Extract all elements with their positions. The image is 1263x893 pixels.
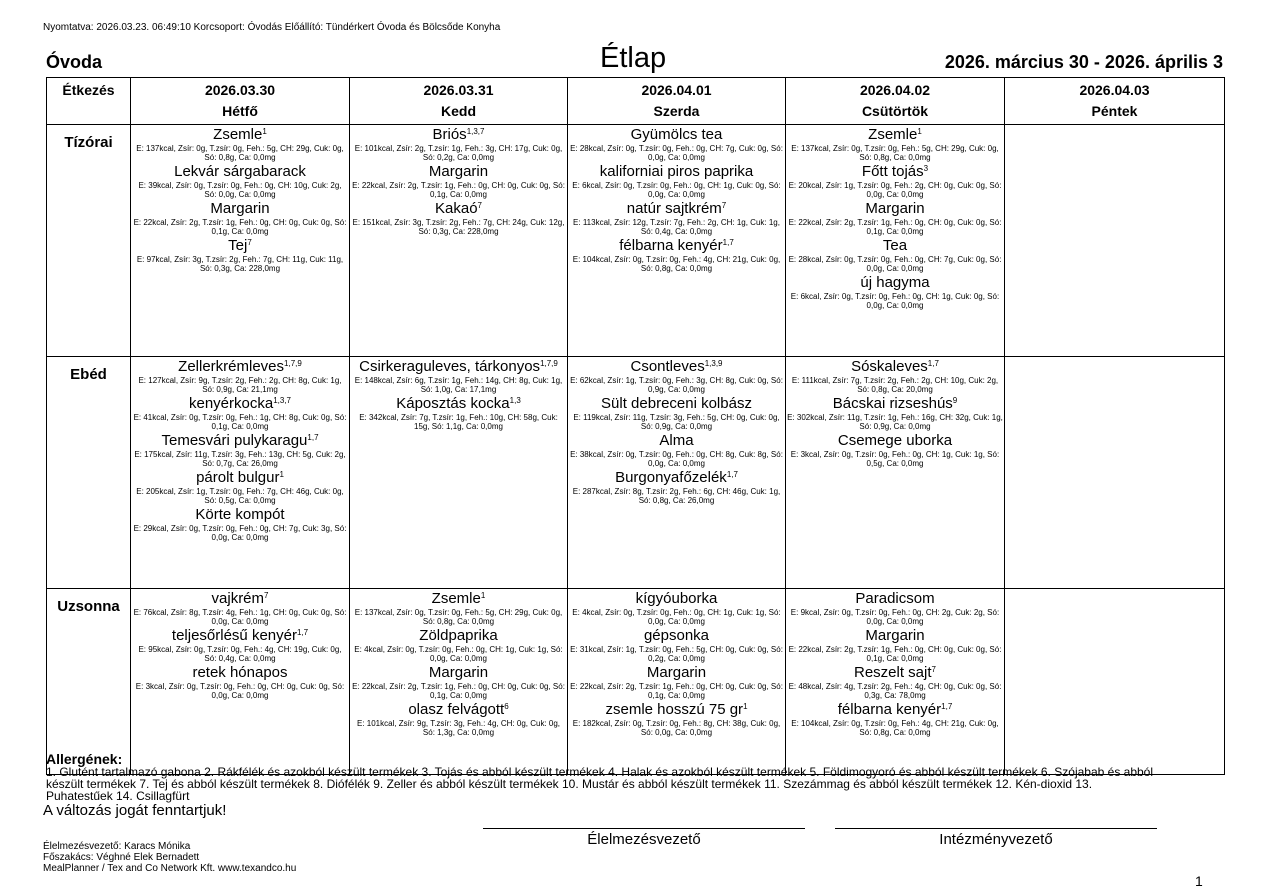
dish-name-line bbox=[350, 357, 567, 376]
allergen-codes: 7 bbox=[721, 201, 727, 210]
allergen-codes: 6 bbox=[504, 702, 509, 711]
nutrition-info: E: 3kcal, Zsír: 0g, T.zsír: 0g, Feh.: 0g, CH: 0g, Cuk: 0g, Só: 0,0g, Ca: 0,0mg bbox=[135, 682, 345, 700]
allergen-codes: 1,7 bbox=[941, 702, 953, 711]
allergen-codes: 7 bbox=[264, 591, 269, 600]
dish-name: Zöldpaprika bbox=[419, 627, 498, 644]
menu-cell bbox=[350, 125, 568, 357]
dish-name: Reszelt sajt bbox=[854, 664, 932, 681]
day-header bbox=[131, 78, 350, 125]
nutrition-info: E: 342kcal, Zsír: 7g, T.zsír: 1g, Feh.: 10g, CH: 58g, Cuk: 15g, Só: 1,1g, Ca: 0,0mg bbox=[359, 413, 558, 431]
meal-label: Uzsonna bbox=[47, 589, 131, 775]
dish-name: olasz felvágott bbox=[408, 701, 505, 718]
dish-name: Csirkeraguleves, tárkonyos bbox=[359, 358, 541, 375]
change-notice: A változás jogát fenntartjuk! bbox=[43, 802, 227, 819]
dish-name-line bbox=[786, 663, 1004, 682]
meal-row bbox=[47, 125, 1225, 357]
dish-name-line bbox=[350, 589, 567, 608]
nutrition-info: E: 39kcal, Zsír: 0g, T.zsír: 0g, Feh.: 0g, CH: 10g, Cuk: 2g, Só: 0,0g, Ca: 0,0mg bbox=[138, 181, 342, 199]
staff-line: Főszakács: Véghné Elek Bernadett bbox=[43, 852, 200, 863]
nutrition-info: E: 302kcal, Zsír: 11g, T.zsír: 1g, Feh.: 16g, CH: 32g, Cuk: 1g, Só: 0,9g, Ca: 0,0mg bbox=[787, 413, 1003, 431]
menu-item bbox=[350, 700, 567, 737]
menu-item bbox=[568, 162, 785, 199]
dish-name: Zsemle bbox=[431, 590, 481, 607]
dish-name-line bbox=[131, 162, 349, 181]
dish-name: Sült debreceni kolbász bbox=[601, 395, 752, 412]
menu-item bbox=[131, 125, 349, 162]
meal-label: Ebéd bbox=[47, 357, 131, 589]
nutrition-info: E: 62kcal, Zsír: 1g, T.zsír: 0g, Feh.: 3g, CH: 8g, Cuk: 0g, Só: 0,9g, Ca: 0,0mg bbox=[570, 376, 783, 394]
menu-item bbox=[786, 626, 1004, 663]
dish-name-line bbox=[350, 663, 567, 682]
allergen-codes: 1 bbox=[262, 127, 267, 136]
nutrition-info: E: 95kcal, Zsír: 0g, T.zsír: 0g, Feh.: 4g, CH: 19g, Cuk: 0g, Só: 0,4g, Ca: 0,0mg bbox=[138, 645, 342, 663]
meal-row bbox=[47, 357, 1225, 589]
nutrition-info: E: 38kcal, Zsír: 0g, T.zsír: 0g, Feh.: 0g, CH: 8g, Cuk: 8g, Só: 0,0g, Ca: 0,0mg bbox=[570, 450, 783, 468]
dish-name: Kakaó bbox=[435, 200, 478, 217]
allergen-codes: 1,7 bbox=[722, 238, 734, 247]
dish-name: Bácskai rizseshús bbox=[832, 395, 953, 412]
nutrition-info: E: 104kcal, Zsír: 0g, T.zsír: 0g, Feh.: 4g, CH: 21g, Cuk: 0g, Só: 0,8g, Ca: 0,0mg bbox=[572, 255, 781, 273]
allergen-codes: 1,7,9 bbox=[540, 359, 558, 368]
dish-name: Csemege uborka bbox=[837, 432, 953, 449]
menu-item bbox=[131, 357, 349, 394]
dish-name: vajkrém bbox=[211, 590, 265, 607]
menu-item bbox=[786, 700, 1004, 737]
dish-name: Lekvár sárgabarack bbox=[174, 163, 306, 180]
nutrition-info: E: 20kcal, Zsír: 1g, T.zsír: 0g, Feh.: 2g, CH: 0g, Cuk: 0g, Só: 0,0g, Ca: 0,0mg bbox=[788, 181, 1002, 199]
dish-name-line bbox=[568, 394, 785, 413]
dish-name: Káposztás kocka bbox=[396, 395, 510, 412]
day-name: Hétfő bbox=[222, 103, 258, 119]
menu-item bbox=[568, 125, 785, 162]
menu-item bbox=[786, 162, 1004, 199]
day-name: Csütörtök bbox=[861, 103, 929, 119]
dish-name: Zsemle bbox=[213, 126, 263, 143]
nutrition-info: E: 22kcal, Zsír: 2g, T.zsír: 1g, Feh.: 0g, CH: 0g, Cuk: 0g, Só: 0,1g, Ca: 0,0mg bbox=[788, 645, 1002, 663]
dish-name: félbarna kenyér bbox=[837, 701, 942, 718]
day-date: 2026.04.02 bbox=[859, 82, 931, 98]
menu-cell bbox=[131, 357, 350, 589]
nutrition-info: E: 113kcal, Zsír: 12g, T.zsír: 7g, Feh.: 2g, CH: 1g, Cuk: 1g, Só: 0,4g, Ca: 0,0mg bbox=[573, 218, 780, 236]
dish-name-line bbox=[568, 589, 785, 608]
day-date: 2026.03.30 bbox=[204, 82, 276, 98]
dish-name-line bbox=[786, 626, 1004, 645]
menu-item bbox=[131, 394, 349, 431]
meal-row bbox=[47, 589, 1225, 775]
menu-item bbox=[568, 199, 785, 236]
day-header bbox=[568, 78, 786, 125]
nutrition-info: E: 182kcal, Zsír: 0g, T.zsír: 0g, Feh.: 8g, CH: 38g, Cuk: 0g, Só: 0,0g, Ca: 0,0mg bbox=[572, 719, 781, 737]
dish-name-line bbox=[131, 663, 349, 682]
menu-cell bbox=[350, 589, 568, 775]
dish-name-line bbox=[131, 505, 349, 524]
dish-name-line bbox=[131, 357, 349, 376]
dish-name-line bbox=[350, 626, 567, 645]
menu-table bbox=[46, 77, 1225, 775]
allergen-codes: 7 bbox=[247, 238, 252, 247]
dish-name: Sóskaleves bbox=[851, 358, 928, 375]
print-info: Nyomtatva: 2026.03.23. 06:49:10 Korcsoport: Óvodás Előállító: Tündérkert Óvoda és Bölcsőde Konyha bbox=[43, 22, 501, 33]
dish-name-line bbox=[350, 125, 567, 144]
dish-name-line bbox=[568, 468, 785, 487]
dish-name: Körte kompót bbox=[195, 506, 285, 523]
signature-line-food-manager bbox=[483, 828, 805, 829]
signature-label-director: Intézményvezető bbox=[939, 831, 1053, 848]
menu-item bbox=[350, 199, 567, 236]
dish-name-line bbox=[131, 589, 349, 608]
menu-item bbox=[786, 236, 1004, 273]
menu-item bbox=[568, 700, 785, 737]
nutrition-info: E: 205kcal, Zsír: 1g, T.zsír: 0g, Feh.: 7g, CH: 46g, Cuk: 0g, Só: 0,5g, Ca: 0,0mg bbox=[136, 487, 344, 505]
menu-cell bbox=[568, 125, 786, 357]
dish-name: Paradicsom bbox=[855, 590, 935, 607]
day-header bbox=[786, 78, 1005, 125]
dish-name: kaliforniai piros paprika bbox=[599, 163, 754, 180]
dish-name: zsemle hosszú 75 gr bbox=[605, 701, 744, 718]
staff-line: MealPlanner / Tex and Co Network Kft. www.texandco.hu bbox=[43, 863, 297, 874]
day-header bbox=[1005, 78, 1225, 125]
menu-item bbox=[350, 125, 567, 162]
allergen-title: Allergének: bbox=[46, 751, 123, 767]
dish-name-line bbox=[131, 236, 349, 255]
nutrition-info: E: 4kcal, Zsír: 0g, T.zsír: 0g, Feh.: 0g, CH: 1g, Cuk: 1g, Só: 0,0g, Ca: 0,0mg bbox=[354, 645, 563, 663]
day-date: 2026.04.01 bbox=[641, 82, 712, 98]
nutrition-info: E: 111kcal, Zsír: 7g, T.zsír: 2g, Feh.: 2g, CH: 10g, Cuk: 2g, Só: 0,8g, Ca: 20,0mg bbox=[791, 376, 999, 394]
dish-name-line bbox=[131, 431, 349, 450]
dish-name: Briós bbox=[432, 126, 467, 143]
dish-name-line bbox=[131, 626, 349, 645]
day-name: Szerda bbox=[653, 103, 700, 119]
menu-item bbox=[131, 663, 349, 700]
nutrition-info: E: 3kcal, Zsír: 0g, T.zsír: 0g, Feh.: 0g, CH: 1g, Cuk: 1g, Só: 0,5g, Ca: 0,0mg bbox=[790, 450, 1000, 468]
menu-item bbox=[350, 394, 567, 431]
staff-line: Élelmezésvezető: Karacs Mónika bbox=[43, 841, 191, 852]
dish-name-line bbox=[350, 199, 567, 218]
menu-item bbox=[131, 236, 349, 273]
nutrition-info: E: 101kcal, Zsír: 9g, T.zsír: 3g, Feh.: 4g, CH: 0g, Cuk: 0g, Só: 1,3g, Ca: 0,0mg bbox=[356, 719, 561, 737]
allergen-codes: 7 bbox=[931, 665, 936, 674]
allergen-codes: 1,3,9 bbox=[704, 359, 723, 368]
menu-item bbox=[786, 273, 1004, 310]
day-header bbox=[350, 78, 568, 125]
dish-name: Burgonyafőzelék bbox=[615, 469, 727, 486]
age-group: Óvoda bbox=[46, 52, 103, 72]
dish-name-line bbox=[131, 125, 349, 144]
dish-name: natúr sajtkrém bbox=[626, 200, 722, 217]
nutrition-info: E: 22kcal, Zsír: 2g, T.zsír: 1g, Feh.: 0g, CH: 0g, Cuk: 0g, Só: 0,1g, Ca: 0,0mg bbox=[352, 682, 565, 700]
dish-name-line bbox=[786, 236, 1004, 255]
dish-name-line bbox=[131, 394, 349, 413]
nutrition-info: E: 22kcal, Zsír: 2g, T.zsír: 1g, Feh.: 0g, CH: 0g, Cuk: 0g, Só: 0,1g, Ca: 0,0mg bbox=[133, 218, 347, 236]
day-date: 2026.03.31 bbox=[423, 82, 494, 98]
dish-name-line bbox=[786, 199, 1004, 218]
dish-name: Gyümölcs tea bbox=[630, 126, 723, 143]
menu-cell bbox=[568, 589, 786, 775]
dish-name: Margarin bbox=[428, 163, 489, 180]
allergen-codes: 1 bbox=[917, 127, 922, 136]
nutrition-info: E: 137kcal, Zsír: 0g, T.zsír: 0g, Feh.: 5g, CH: 29g, Cuk: 0g, Só: 0,8g, Ca: 0,0mg bbox=[136, 144, 344, 162]
menu-cell bbox=[131, 589, 350, 775]
dish-name: Margarin bbox=[865, 200, 925, 217]
dish-name-line bbox=[786, 589, 1004, 608]
allergen-codes: 1,7 bbox=[307, 433, 319, 442]
nutrition-info: E: 41kcal, Zsír: 0g, T.zsír: 0g, Feh.: 1g, CH: 8g, Cuk: 0g, Só: 0,1g, Ca: 0,0mg bbox=[133, 413, 347, 431]
allergen-codes: 9 bbox=[952, 396, 958, 405]
dish-name: Margarin bbox=[210, 200, 270, 217]
allergen-codes: 1,3 bbox=[509, 396, 521, 405]
menu-cell bbox=[1005, 125, 1225, 357]
dish-name-line bbox=[786, 125, 1004, 144]
dish-name-line bbox=[568, 626, 785, 645]
dish-name-line bbox=[568, 199, 785, 218]
nutrition-info: E: 104kcal, Zsír: 0g, T.zsír: 0g, Feh.: 4g, CH: 21g, Cuk: 0g, Só: 0,8g, Ca: 0,0mg bbox=[791, 719, 999, 737]
allergen-list: 1. Glutént tartalmazó gabona 2. Rákfélék és azokból készült termékek 3. Tojás és abból készült termékek 4. Halak és azokból készült termékek 5. Földimogyoró és abból készült termékek 6. Szójabab és abból készült termékek 7. Tej és abból készült termékek 8. Diófélék 9. Zeller és abból készült termékek 10. Mustár és abból készült termékek 11. Szezámmag és abból készült termékek 12. Kén-dioxid 13. Puhatestűek 14. Csillagfürt bbox=[46, 765, 1154, 803]
nutrition-info: E: 175kcal, Zsír: 11g, T.zsír: 3g, Feh.: 13g, CH: 5g, Cuk: 2g, Só: 0,7g, Ca: 26,0mg bbox=[134, 450, 346, 468]
dish-name-line bbox=[568, 663, 785, 682]
nutrition-info: E: 28kcal, Zsír: 0g, T.zsír: 0g, Feh.: 0g, CH: 7g, Cuk: 0g, Só: 0,0g, Ca: 0,0mg bbox=[788, 255, 1002, 273]
nutrition-info: E: 9kcal, Zsír: 0g, T.zsír: 0g, Feh.: 0g, CH: 2g, Cuk: 2g, Só: 0,0g, Ca: 0,0mg bbox=[790, 608, 1000, 626]
nutrition-info: E: 29kcal, Zsír: 0g, T.zsír: 0g, Feh.: 0g, CH: 7g, Cuk: 3g, Só: 0,0g, Ca: 0,0mg bbox=[133, 524, 347, 542]
menu-cell bbox=[786, 589, 1005, 775]
dish-name-line bbox=[568, 162, 785, 181]
meal-label: Tízórai bbox=[47, 125, 131, 357]
nutrition-info: E: 97kcal, Zsír: 3g, T.zsír: 2g, Feh.: 7g, CH: 11g, Cuk: 11g, Só: 0,3g, Ca: 228,0mg bbox=[136, 255, 344, 273]
dish-name: Zellerkrémleves bbox=[178, 358, 285, 375]
dish-name-line bbox=[568, 357, 785, 376]
nutrition-info: E: 48kcal, Zsír: 4g, T.zsír: 2g, Feh.: 4g, CH: 0g, Cuk: 0g, Só: 0,3g, Ca: 78,0mg bbox=[788, 682, 1002, 700]
menu-item bbox=[786, 589, 1004, 626]
menu-item bbox=[568, 468, 785, 505]
allergen-codes: 7 bbox=[477, 201, 482, 210]
nutrition-info: E: 287kcal, Zsír: 8g, T.zsír: 2g, Feh.: 6g, CH: 46g, Cuk: 1g, Só: 0,8g, Ca: 26,0mg bbox=[572, 487, 781, 505]
menu-item bbox=[131, 431, 349, 468]
nutrition-info: E: 4kcal, Zsír: 0g, T.zsír: 0g, Feh.: 0g, CH: 1g, Cuk: 1g, Só: 0,0g, Ca: 0,0mg bbox=[572, 608, 781, 626]
dish-name-line bbox=[568, 431, 785, 450]
page-title: Étlap bbox=[600, 42, 667, 74]
menu-cell bbox=[1005, 357, 1225, 589]
dish-name: Temesvári pulykaragu bbox=[161, 432, 308, 449]
signature-line-director bbox=[835, 828, 1157, 829]
menu-item bbox=[131, 589, 349, 626]
nutrition-info: E: 6kcal, Zsír: 0g, T.zsír: 0g, Feh.: 0g, CH: 1g, Cuk: 0g, Só: 0,0g, Ca: 0,0mg bbox=[572, 181, 781, 199]
allergen-codes: 1,3,7 bbox=[466, 127, 485, 136]
staff-info bbox=[43, 841, 296, 874]
nutrition-info: E: 148kcal, Zsír: 6g, T.zsír: 1g, Feh.: 14g, CH: 8g, Cuk: 1g, Só: 1,0g, Ca: 17,1mg bbox=[354, 376, 563, 394]
dish-name: Tea bbox=[882, 237, 908, 254]
dish-name-line bbox=[786, 357, 1004, 376]
menu-cell bbox=[1005, 589, 1225, 775]
day-name: Péntek bbox=[1091, 103, 1138, 119]
nutrition-info: E: 28kcal, Zsír: 0g, T.zsír: 0g, Feh.: 0g, CH: 7g, Cuk: 0g, Só: 0,0g, Ca: 0,0mg bbox=[570, 144, 783, 162]
nutrition-info: E: 76kcal, Zsír: 8g, T.zsír: 4g, Feh.: 1g, CH: 0g, Cuk: 0g, Só: 0,0g, Ca: 0,0mg bbox=[133, 608, 347, 626]
menu-item bbox=[131, 199, 349, 236]
allergen-codes: 1 bbox=[743, 702, 748, 711]
signature-label-food-manager: Élelmezésvezető bbox=[587, 831, 701, 848]
dish-name: Zsemle bbox=[868, 126, 918, 143]
menu-item bbox=[131, 162, 349, 199]
menu-item bbox=[786, 431, 1004, 468]
menu-item bbox=[786, 663, 1004, 700]
allergen-codes: 1,7 bbox=[927, 359, 939, 368]
dish-name: Alma bbox=[659, 432, 694, 449]
dish-name-line bbox=[350, 394, 567, 413]
menu-item bbox=[568, 357, 785, 394]
menu-item bbox=[568, 236, 785, 273]
allergen-codes: 1 bbox=[279, 470, 284, 479]
menu-item bbox=[786, 199, 1004, 236]
menu-item bbox=[786, 125, 1004, 162]
dish-name-line bbox=[568, 236, 785, 255]
dish-name: Tej bbox=[228, 237, 248, 254]
meal-column-header: Étkezés bbox=[47, 78, 131, 125]
dish-name: kígyóuborka bbox=[635, 590, 718, 607]
allergen-codes: 1,3,7 bbox=[273, 396, 291, 405]
dish-name-line bbox=[568, 700, 785, 719]
menu-item bbox=[786, 394, 1004, 431]
allergen-codes: 1,7 bbox=[726, 470, 738, 479]
allergen-codes: 1,7,9 bbox=[284, 359, 302, 368]
dish-name-line bbox=[786, 700, 1004, 719]
menu-item bbox=[568, 394, 785, 431]
page-number: 1 bbox=[1195, 873, 1203, 889]
nutrition-info: E: 137kcal, Zsír: 0g, T.zsír: 0g, Feh.: 5g, CH: 29g, Cuk: 0g, Só: 0,8g, Ca: 0,0mg bbox=[354, 608, 563, 626]
dish-name-line bbox=[350, 162, 567, 181]
menu-cell bbox=[568, 357, 786, 589]
menu-item bbox=[568, 589, 785, 626]
day-name: Kedd bbox=[441, 103, 476, 119]
allergen-codes: 1 bbox=[480, 591, 486, 600]
dish-name: Csontleves bbox=[630, 358, 705, 375]
menu-item bbox=[350, 589, 567, 626]
dish-name: Margarin bbox=[428, 664, 489, 681]
menu-item bbox=[786, 357, 1004, 394]
allergen-codes: 1,7 bbox=[296, 628, 309, 637]
allergen-codes: 3 bbox=[923, 164, 929, 173]
dish-name-line bbox=[350, 700, 567, 719]
nutrition-info: E: 22kcal, Zsír: 2g, T.zsír: 1g, Feh.: 0g, CH: 0g, Cuk: 0g, Só: 0,1g, Ca: 0,0mg bbox=[788, 218, 1002, 236]
menu-item bbox=[350, 626, 567, 663]
day-date: 2026.04.03 bbox=[1079, 82, 1150, 98]
menu-item bbox=[350, 357, 567, 394]
menu-item bbox=[568, 626, 785, 663]
nutrition-info: E: 119kcal, Zsír: 11g, T.zsír: 3g, Feh.: 5g, CH: 0g, Cuk: 0g, Só: 0,9g, Ca: 0,0mg bbox=[573, 413, 780, 431]
dish-name: új hagyma bbox=[860, 274, 930, 291]
dish-name: kenyérkocka bbox=[188, 395, 274, 412]
dish-name: Margarin bbox=[646, 664, 707, 681]
menu-item bbox=[350, 663, 567, 700]
nutrition-info: E: 151kcal, Zsír: 3g, T.zsír: 2g, Feh.: 7g, CH: 24g, Cuk: 12g, Só: 0,3g, Ca: 228,0mg bbox=[352, 218, 565, 236]
menu-item bbox=[568, 431, 785, 468]
menu-item bbox=[131, 468, 349, 505]
dish-name: párolt bulgur bbox=[196, 469, 280, 486]
dish-name-line bbox=[786, 273, 1004, 292]
dish-name-line bbox=[786, 431, 1004, 450]
dish-name: félbarna kenyér bbox=[619, 237, 723, 254]
dish-name-line bbox=[786, 394, 1004, 413]
menu-cell bbox=[131, 125, 350, 357]
menu-item bbox=[131, 626, 349, 663]
nutrition-info: E: 31kcal, Zsír: 1g, T.zsír: 0g, Feh.: 5g, CH: 0g, Cuk: 0g, Só: 0,2g, Ca: 0,0mg bbox=[570, 645, 783, 663]
nutrition-info: E: 127kcal, Zsír: 9g, T.zsír: 2g, Feh.: 2g, CH: 8g, Cuk: 1g, Só: 0,9g, Ca: 21,1mg bbox=[138, 376, 342, 394]
dish-name-line bbox=[131, 199, 349, 218]
menu-period: 2026. március 30 - 2026. április 3 bbox=[944, 52, 1223, 72]
dish-name-line bbox=[786, 162, 1004, 181]
nutrition-info: E: 137kcal, Zsír: 0g, T.zsír: 0g, Feh.: 5g, CH: 29g, Cuk: 0g, Só: 0,8g, Ca: 0,0mg bbox=[791, 144, 999, 162]
day-header-row bbox=[47, 78, 1225, 125]
nutrition-info: E: 22kcal, Zsír: 2g, T.zsír: 1g, Feh.: 0g, CH: 0g, Cuk: 0g, Só: 0,1g, Ca: 0,0mg bbox=[570, 682, 783, 700]
dish-name-line bbox=[131, 468, 349, 487]
menu-item bbox=[350, 162, 567, 199]
dish-name: Margarin bbox=[865, 627, 925, 644]
menu-cell bbox=[786, 357, 1005, 589]
dish-name: gépsonka bbox=[643, 627, 710, 644]
menu-cell bbox=[786, 125, 1005, 357]
menu-item bbox=[568, 663, 785, 700]
nutrition-info: E: 101kcal, Zsír: 2g, T.zsír: 1g, Feh.: 3g, CH: 17g, Cuk: 0g, Só: 0,2g, Ca: 0,0mg bbox=[354, 144, 563, 162]
dish-name: retek hónapos bbox=[192, 664, 288, 681]
menu-item bbox=[131, 505, 349, 542]
menu-cell bbox=[350, 357, 568, 589]
dish-name-line bbox=[568, 125, 785, 144]
nutrition-info: E: 6kcal, Zsír: 0g, T.zsír: 0g, Feh.: 0g, CH: 1g, Cuk: 0g, Só: 0,0g, Ca: 0,0mg bbox=[790, 292, 1000, 310]
nutrition-info: E: 22kcal, Zsír: 2g, T.zsír: 1g, Feh.: 0g, CH: 0g, Cuk: 0g, Só: 0,1g, Ca: 0,0mg bbox=[352, 181, 565, 199]
dish-name: teljesőrlésű kenyér bbox=[171, 627, 297, 644]
dish-name: Főtt tojás bbox=[861, 163, 924, 180]
